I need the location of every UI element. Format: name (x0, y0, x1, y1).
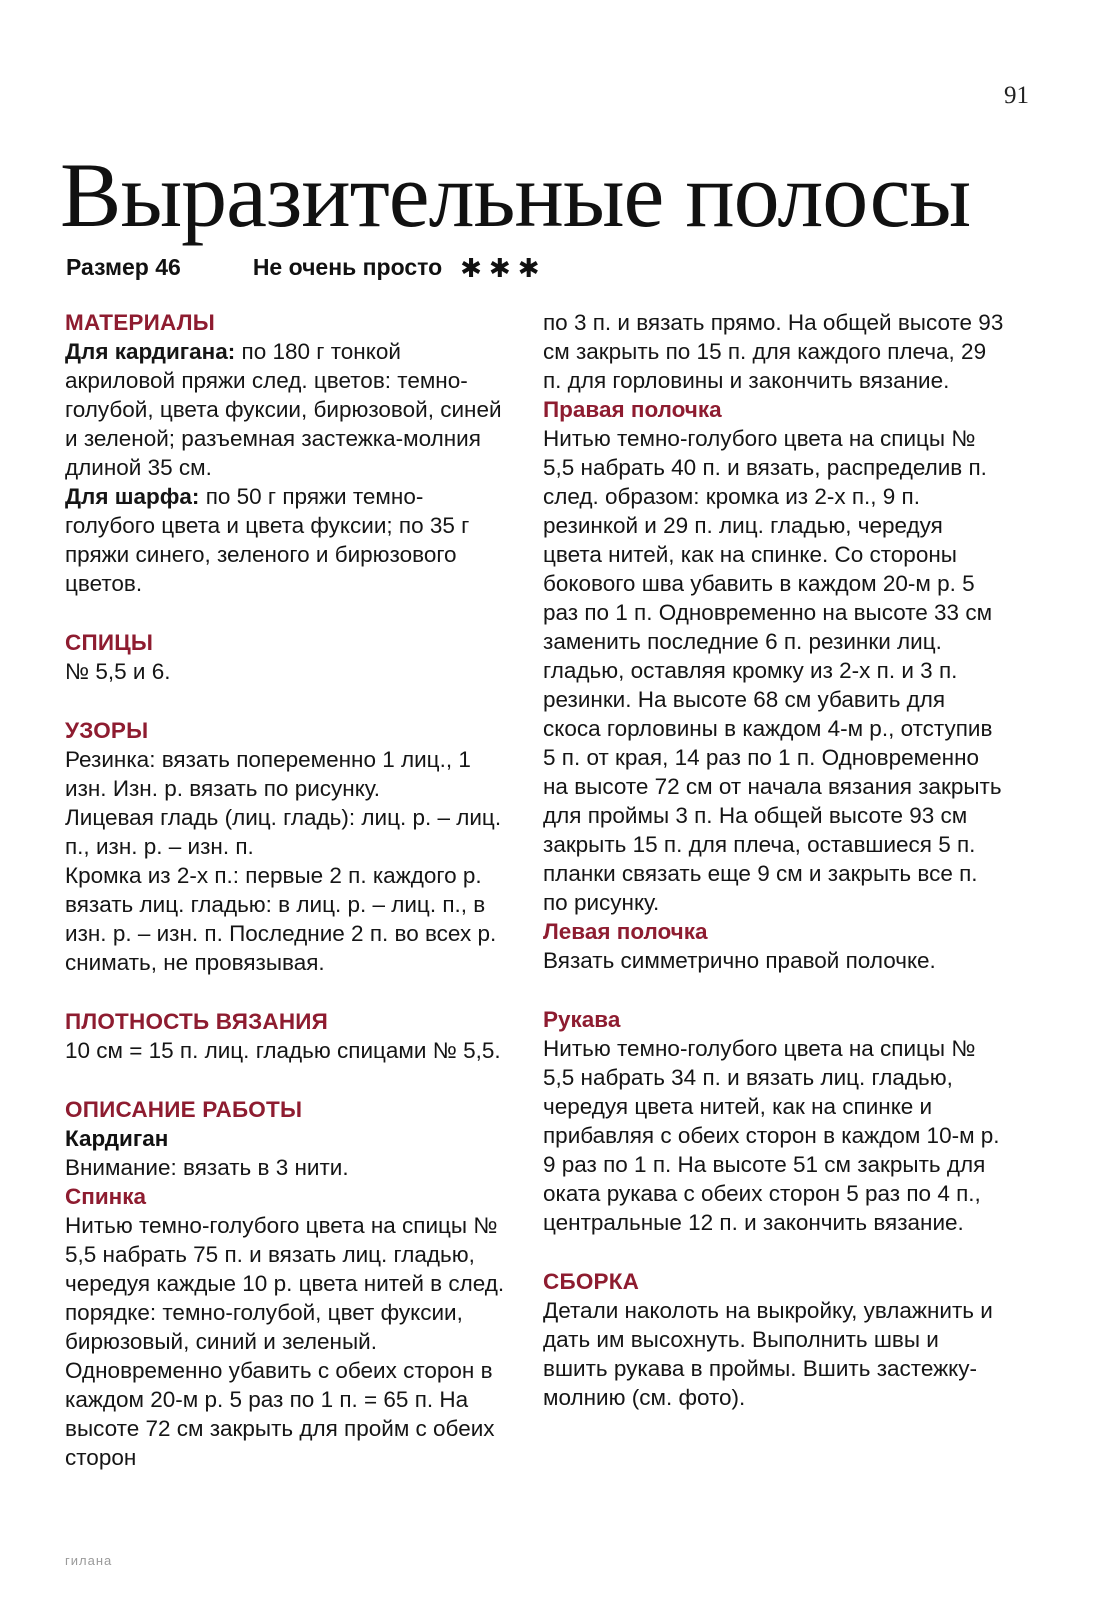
section-patterns (65, 716, 505, 977)
section-left-front (543, 917, 1005, 975)
left-front-paragraph: Вязать симметрично правой полочке. (543, 948, 936, 973)
section-gauge (65, 1007, 505, 1065)
right-column (543, 308, 1005, 1472)
cardigan-text: по 180 г тонкой акриловой пряжи след. цветов: темно-голубой, цвета фуксии, бирюзовой, синей и зеленой; разъемная застежка-молния длиной 35 см. (65, 339, 502, 480)
assembly-paragraph: Детали наколоть на выкройку, увлажнить и дать им высохнуть. Выполнить швы и вшить рукава в проймы. Вшить застежку-молнию (см. фото). (543, 1298, 993, 1410)
gauge-heading: ПЛОТНОСТЬ ВЯЗАНИЯ (65, 1009, 329, 1034)
back-paragraph-continuation: по 3 п. и вязать прямо. На общей высоте 93 см закрыть по 15 п. для каждого плеча, 29 п. для горловины и закончить вязание. (543, 310, 1004, 393)
pattern-rib-paragraph: Резинка: вязать попеременно 1 лиц., 1 изн. Изн. р. вязать по рисунку. (65, 747, 471, 801)
section-sleeves (543, 1005, 1005, 1237)
cardigan-label: Для кардигана: (65, 339, 236, 364)
section-right-front (543, 395, 1005, 917)
difficulty-stars: ✱✱✱ (460, 254, 547, 284)
gauge-text: 10 см = 15 п. лиц. гладью спицами № 5,5. (65, 1038, 501, 1063)
work-item-name: Кардиган (65, 1126, 169, 1151)
meta-row (66, 252, 547, 282)
pattern-selvedge-paragraph: Кромка из 2-х п.: первые 2 п. каждого р. вязать лиц. гладью: в лиц. р. – лиц. п., в изн. р. – изн. п. Последние 2 п. во всех р. снимать, не провязывая. (65, 863, 497, 975)
work-heading: ОПИСАНИЕ РАБОТЫ (65, 1097, 303, 1122)
scarf-label: Для шарфа: (65, 484, 200, 509)
work-note: Внимание: вязать в 3 нити. (65, 1155, 349, 1180)
needles-text: № 5,5 и 6. (65, 659, 171, 684)
assembly-heading: СБОРКА (543, 1269, 640, 1294)
pattern-stockinette-paragraph: Лицевая гладь (лиц. гладь): лиц. р. – лиц. п., изн. р. – изн. п. (65, 805, 502, 859)
patterns-heading: УЗОРЫ (65, 718, 149, 743)
materials-heading: МАТЕРИАЛЫ (65, 310, 215, 335)
back-paragraph: Нитью темно-голубого цвета на спицы № 5,5 набрать 75 п. и вязать лиц. гладью, чередуя каждые 10 р. цвета нитей в след. порядке: темно-голубой, цвет фуксии, бирюзовый, синий и зеленый. Одновременно убавить с обеих сторон в каждом 20-м р. 5 раз по 1 п. = 65 п. На высоте 72 см закрыть для пройм с обеих сторон (65, 1213, 505, 1470)
section-needles (65, 628, 505, 686)
needles-heading: СПИЦЫ (65, 630, 154, 655)
article-title: Выразительные полосы (60, 144, 971, 246)
section-work-description (65, 1095, 505, 1472)
sleeves-heading: Рукава (543, 1007, 621, 1032)
footer-watermark: гилана (65, 1553, 113, 1568)
back-heading: Спинка (65, 1184, 147, 1209)
left-front-heading: Левая полочка (543, 919, 708, 944)
scarf-text: по 50 г пряжи темно-голубого цвета и цвета фуксии; по 35 г пряжи синего, зеленого и бирюзового цветов. (65, 484, 470, 596)
section-assembly (543, 1267, 1005, 1412)
materials-cardigan-paragraph (65, 337, 505, 482)
right-front-paragraph: Нитью темно-голубого цвета на спицы № 5,5 набрать 40 п. и вязать, распределив п. след. образом: кромка из 2-х п., 9 п. резинкой и 29 п. лиц. гладью, чередуя цвета нитей, как на спинке. Со стороны бокового шва убавить в каждом 20-м р. 5 раз по 1 п. Одновременно на высоте 33 см заменить последние 6 п. резинки лиц. гладью, оставляя кромку из 2-х п. и 3 п. резинки. На высоте 68 см убавить для скоса горловины в каждом 4-м р., отступив 5 п. от края, 14 раз по 1 п. Одновременно на высоте 72 см от начала вязания закрыть для проймы 3 п. На общей высоте 93 см закрыть 15 п. для плеча, оставшиеся 5 п. планки связать еще 9 см и закрыть все п. по рисунку. (543, 426, 1002, 915)
page-number: 91 (1004, 82, 1029, 109)
size-label: Размер 46 (66, 254, 181, 280)
left-column (65, 308, 505, 1472)
difficulty-label: Не очень просто (252, 254, 443, 280)
sleeves-paragraph: Нитью темно-голубого цвета на спицы № 5,5 набрать 34 п. и вязать лиц. гладью, чередуя цвета нитей, как на спинке и прибавляя с обеих сторон в каждом 10-м р. 9 раз по 1 п. На высоте 51 см закрыть для оката рукава с обеих сторон 5 раз по 4 п., центральные 12 п. и закончить вязание. (543, 1036, 1000, 1235)
two-column-body (65, 308, 1005, 1472)
materials-scarf-paragraph (65, 482, 505, 598)
section-materials (65, 308, 505, 598)
right-front-heading: Правая полочка (543, 397, 722, 422)
